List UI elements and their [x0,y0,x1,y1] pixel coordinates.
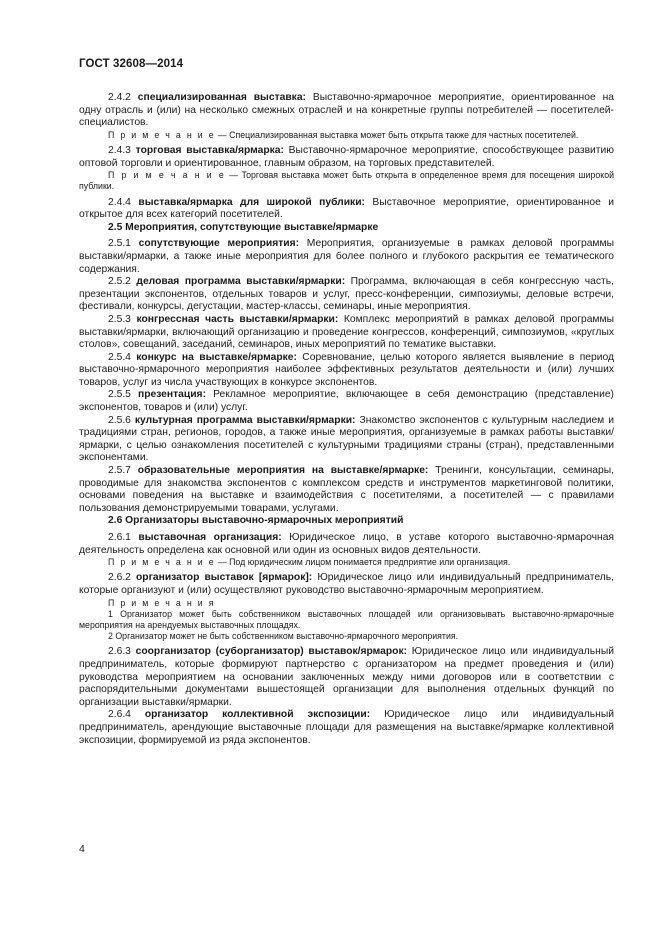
note-2-6-2-item-1: 1 Организатор может быть собственником выставочных площадей или организовывать выставочно-ярмарочные мероприятия на арендуемых выставочных площадях. [79,608,614,630]
term-2-5-7: 2.5.7 образовательные мероприятия на выставке/ярмарке: Тренинги, консультации, семинары, проводимые для знакомства экспонентов с комплексом средств и инструментов маркетинговой политики, основами поведения на выставке и взаимодействия с посетителями, а посетителей — с правилами пользования демонстрируемыми товарами, услугами. [79,465,614,514]
notes-2-6-2-label: П р и м е ч а н и я [108,597,216,608]
term-2-6-1: 2.6.1 выставочная организация: Юридическое лицо, в уставе которого выставочно-ярмарочная деятельность определена как основной или один из основных видов деятельности. [79,532,614,556]
term-2-6-2: 2.6.2 организатор выставок [ярмарок]: Юридическое лицо или индивидуальный предприниматель, которые организуют и (или) осуществляют руководство выставочно-ярмарочным мероприятием. [79,572,614,596]
term-2-6-4: 2.6.4 организатор коллективной экспозиции: Юридическое лицо или индивидуальный предприниматель, арендующие выставочные площади для размещения на выставке/ярмарке коллективной экспозиции, формируемой из ряда экспонентов. [79,709,614,746]
section-heading-2-5: 2.5 Мероприятия, сопутствующие выставке/ярмарке [108,221,379,233]
term-2-5-1: 2.5.1 сопутствующие мероприятия: Мероприятия, организуемые в рамках деловой программы выставки/ярмарки, а также иные мероприятия для более полного и глубокого раскрытия ее тематического содержания. [79,238,614,275]
term-2-5-6: 2.5.6 культурная программа выставки/ярмарки: Знакомство экспонентов с культурным наследием и традициями стран, регионов, городов, а также иные мероприятия, организуемые в рамках работы выставки/ярмарки, с целью ознакомления посетителей с культурными традициями страны (стран), представленными экспонентами. [79,414,614,464]
term-2-4-2: 2.4.2 специализированная выставка: Выставочно-ярмарочное мероприятие, ориентированное на одну отрасль и (или) на несколько смежных отраслей и на конкретные группы потребителей — посетителей-специалистов. [79,92,614,129]
term-2-4-4: 2.4.4 выставка/ярмарка для широкой публики: Выставочное мероприятие, ориентированное и открытое для всех категорий посетителей. [79,196,614,221]
term-2-5-3: 2.5.3 конгрессная часть выставки/ярмарки: Комплекс мероприятий в рамках деловой программы выставки/ярмарки, включающий организацию и проведение конгрессов, конференций, симпозиумов, «круглых столов», совещаний, заседаний, семинаров, иных мероприятий по тематике выставки. [79,313,614,351]
term-2-5-4: 2.5.4 конкурс на выставке/ярмарке: Соревнование, целью которого является выявление в период выставочно-ярмарочного мероприятия наиболее эффективных результатов деятельности и (или) лучших товаров, услуг из числа участвующих в конкурсе экспонентов. [79,351,614,388]
term-2-6-3: 2.6.3 соорганизатор (суборганизатор) выставок/ярмарок: Юридическое лицо или индивидуальный предприниматель, которые формируют партнерство с организатором на предмет проведения и (или) руководства мероприятием на основании заключенных между ними договоров или в соответствии с распорядительными документами вышестоящей организации для выполнения отдельных функций по организации выставки/ярмарки. [79,646,614,708]
section-heading-2-6: 2.6 Организаторы выставочно-ярмарочных мероприятий [108,515,404,527]
term-2-4-3: 2.4.3 торговая выставка/ярмарка: Выставочно-ярмарочное мероприятие, способствующее развитию оптовой торговли и ориентированное, главным образом, на торговых представителей. [79,144,614,169]
note-2-6-2-item-2: 2 Организатор может не быть собственником выставочно-ярмарочного мероприятия. [108,631,459,642]
page-number: 4 [79,843,85,855]
note-2-6-1: П р и м е ч а н и е — Под юридическим лицом понимается предприятие или организация. [108,557,511,568]
note-2-4-3: П р и м е ч а н и е — Торговая выставка может быть открыта в определенное время для посещения широкой публики. [79,170,615,192]
term-2-5-5: 2.5.5 презентация: Рекламное мероприятие, включающее в себя демонстрацию (представление) экспонентов, товаров и (или) услуг. [79,389,614,414]
standard-designation: ГОСТ 32608—2014 [79,58,184,70]
note-2-4-2: П р и м е ч а н и е — Специализированная выставка может быть открыта также для частных посетителей. [108,129,579,140]
document-body [79,92,614,747]
term-2-5-2: 2.5.2 деловая программа выставки/ярмарки: Программа, включающая в себя конгрессную часть, презентации экспонентов, отдельных товаров и услуг, пресс-конференции, симпозиумы, деловые встречи, фестивали, конкурсы, дегустации, мастер-классы, семинары, иные мероприятия. [79,276,614,313]
